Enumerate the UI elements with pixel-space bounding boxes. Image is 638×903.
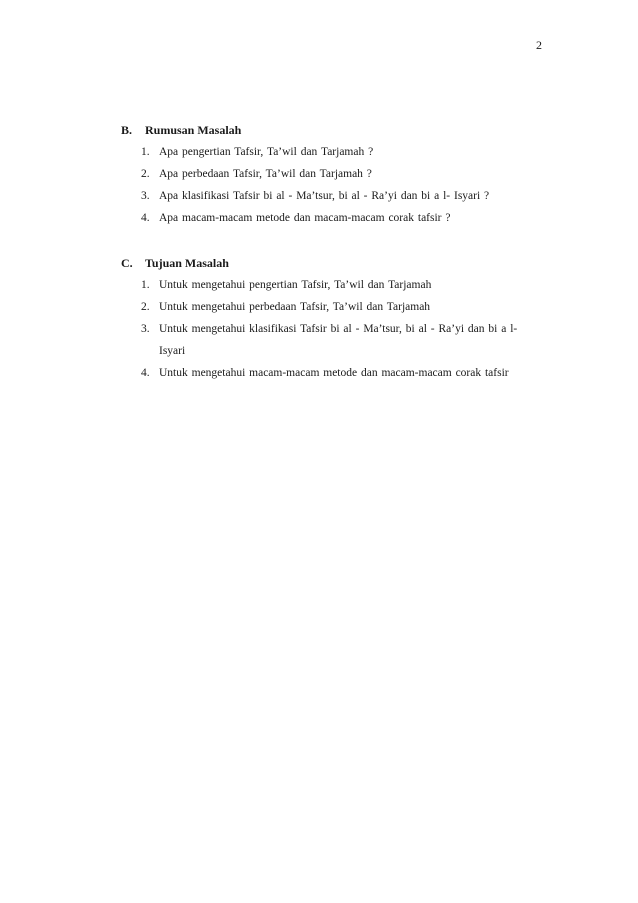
item-text: Untuk mengetahui klasifikasi Tafsir bi al - Ma’tsur, bi al - Ra’yi dan bi a l- — [159, 323, 518, 335]
item-number: 3. — [141, 323, 150, 335]
item-number: 2. — [141, 168, 150, 180]
item-text: Apa perbedaan Tafsir, Ta’wil dan Tarjamah ? — [159, 168, 372, 180]
section-tujuan-masalah — [121, 252, 561, 384]
item-text: Apa klasifikasi Tafsir bi al - Ma’tsur, bi al - Ra’yi dan bi a l- Isyari ? — [159, 190, 490, 202]
section-heading — [121, 119, 561, 141]
item-number: 2. — [141, 301, 150, 313]
item-text: Untuk mengetahui perbedaan Tafsir, Ta’wil dan Tarjamah — [159, 301, 431, 313]
list-item — [121, 141, 561, 163]
item-text: Apa pengertian Tafsir, Ta’wil dan Tarjamah ? — [159, 146, 374, 158]
item-text: Untuk mengetahui macam-macam metode dan macam-macam corak tafsir — [159, 367, 509, 379]
section-rumusan-masalah — [121, 119, 561, 229]
section-heading — [121, 252, 561, 274]
item-number: 4. — [141, 367, 150, 379]
section-title: Rumusan Masalah — [145, 123, 242, 137]
list-item — [121, 185, 561, 207]
item-text-continuation: Isyari — [159, 345, 186, 357]
item-number: 3. — [141, 190, 150, 202]
list-item — [121, 296, 561, 318]
item-number: 4. — [141, 212, 150, 224]
section-title: Tujuan Masalah — [145, 256, 229, 270]
list-item — [121, 274, 561, 296]
item-text: Untuk mengetahui pengertian Tafsir, Ta’wil dan Tarjamah — [159, 279, 432, 291]
section-letter: B. — [121, 123, 133, 137]
page-number: 2 — [536, 38, 542, 52]
item-number: 1. — [141, 146, 150, 158]
list-item — [121, 362, 561, 384]
list-item — [121, 207, 561, 229]
item-text: Apa macam-macam metode dan macam-macam corak tafsir ? — [159, 212, 451, 224]
list-item — [121, 163, 561, 185]
section-letter: C. — [121, 256, 133, 270]
item-number: 1. — [141, 279, 150, 291]
objective-list — [121, 274, 561, 384]
list-item — [121, 318, 561, 362]
question-list — [121, 141, 561, 229]
